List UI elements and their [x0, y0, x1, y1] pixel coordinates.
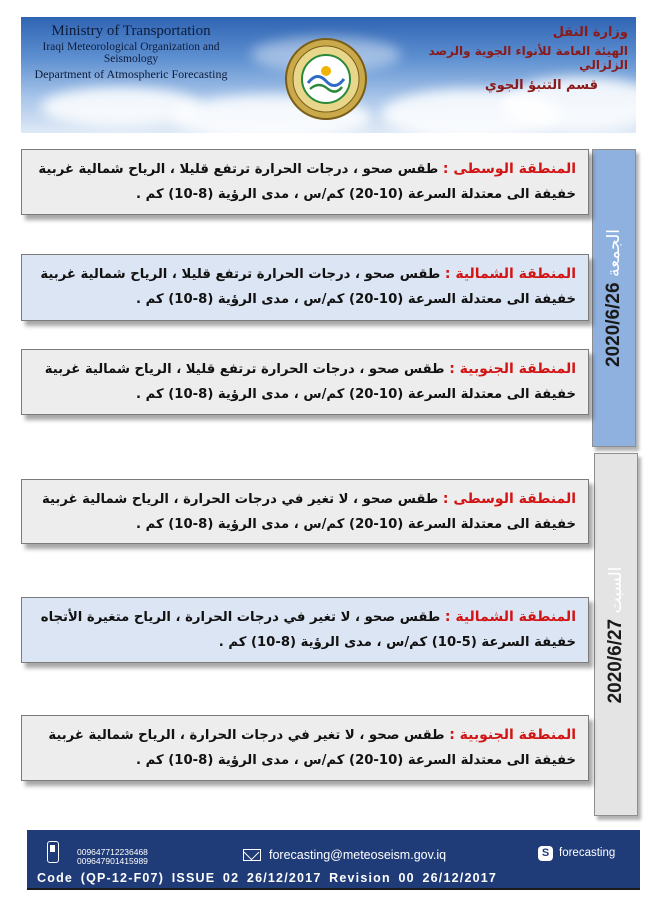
logo-emblem — [284, 37, 368, 121]
region-label: المنطقة الوسطى : — [442, 161, 576, 177]
header-arabic — [428, 25, 628, 93]
date-label-day1 — [603, 229, 625, 367]
date-bar-day1 — [592, 149, 636, 447]
forecast-day2-south — [21, 715, 589, 781]
forecast-text: طقس صحو ، لا تغير في درجات الحرارة ، الرياح شمالية غربية خفيفة الى معتدلة السرعة (10-20) كم/س ، مدى الرؤية (8-10) كم . — [42, 492, 576, 532]
email-address[interactable]: forecasting@meteoseism.gov.iq — [269, 848, 447, 862]
forecast-text: طقس صحو ، درجات الحرارة ترتفع قليلا ، الرياح شمالية غربية خفيفة الى معتدلة السرعة (10-20) كم/س ، مدى الرؤية (8-10) كم . — [44, 362, 576, 402]
date-bar-day2 — [594, 453, 638, 816]
forecast-text: طقس صحو ، درجات الحرارة ترتفع قليلا ، الرياح شمالية غربية خفيفة الى معتدلة السرعة (10-20) كم/س ، مدى الرؤية (8-10) كم . — [38, 162, 576, 202]
region-label: المنطقة الوسطى : — [442, 491, 576, 507]
region-label: المنطقة الشمالية : — [444, 266, 576, 282]
forecast-text: طقس صحو ، درجات الحرارة ترتفع قليلا ، الرياح شمالية غربية خفيفة الى معتدلة السرعة (10-20) كم/س ، مدى الرؤية (8-10) كم . — [40, 267, 576, 307]
department-en: Department of Atmospheric Forecasting — [34, 67, 228, 81]
date-label-day2 — [605, 566, 627, 703]
forecast-day2-north — [21, 597, 589, 663]
phone-number: 009647901415989 — [77, 856, 148, 866]
forecast-text: طقس صحو ، لا تغير في درجات الحرارة ، الرياح متغيرة الأتجاه خفيفة السرعة (5-10) كم/س ، مدى الرؤية (8-10) كم . — [40, 610, 576, 650]
document-code: Code (QP-12-F07) ISSUE 02 26/12/2017 Revision 00 26/12/2017 — [37, 871, 498, 885]
skype-handle[interactable]: forecasting — [559, 847, 616, 859]
forecast-day1-north — [21, 254, 589, 321]
header-english — [21, 23, 241, 82]
organization-ar: الهيئة العامة للأنواء الجوية والرصد الزلزالي — [428, 44, 628, 72]
forecast-text: طقس صحو ، لا تغير في درجات الحرارة ، الرياح شمالية غربية خفيفة الى معتدلة السرعة (10-20) كم/س ، مدى الرؤية (8-10) كم . — [48, 728, 576, 768]
forecast-day2-central — [21, 479, 589, 544]
ministry-en: Ministry of Transportation — [51, 23, 211, 39]
skype-icon: S — [538, 846, 553, 861]
phone-numbers — [77, 848, 148, 866]
day-name: السبت — [606, 566, 626, 613]
ministry-ar: وزارة النقل — [552, 25, 628, 40]
phone-number: 009647712236468 — [77, 847, 148, 857]
department-ar: قسم التنبؤ الجوي — [484, 78, 598, 93]
day-date: 2020/6/27 — [605, 618, 626, 703]
region-label: المنطقة الجنوبية : — [449, 727, 576, 743]
forecast-day1-south — [21, 349, 589, 415]
forecast-day1-central — [21, 149, 589, 215]
region-label: المنطقة الشمالية : — [444, 609, 576, 625]
footer-bar — [27, 830, 640, 890]
mail-icon — [243, 849, 261, 861]
day-date: 2020/6/26 — [603, 282, 624, 367]
region-label: المنطقة الجنوبية : — [449, 361, 576, 377]
organization-en: Iraqi Meteorological Organization and Seismology — [42, 41, 220, 65]
phone-icon — [47, 841, 59, 863]
day-name: الجمعة — [604, 229, 624, 278]
